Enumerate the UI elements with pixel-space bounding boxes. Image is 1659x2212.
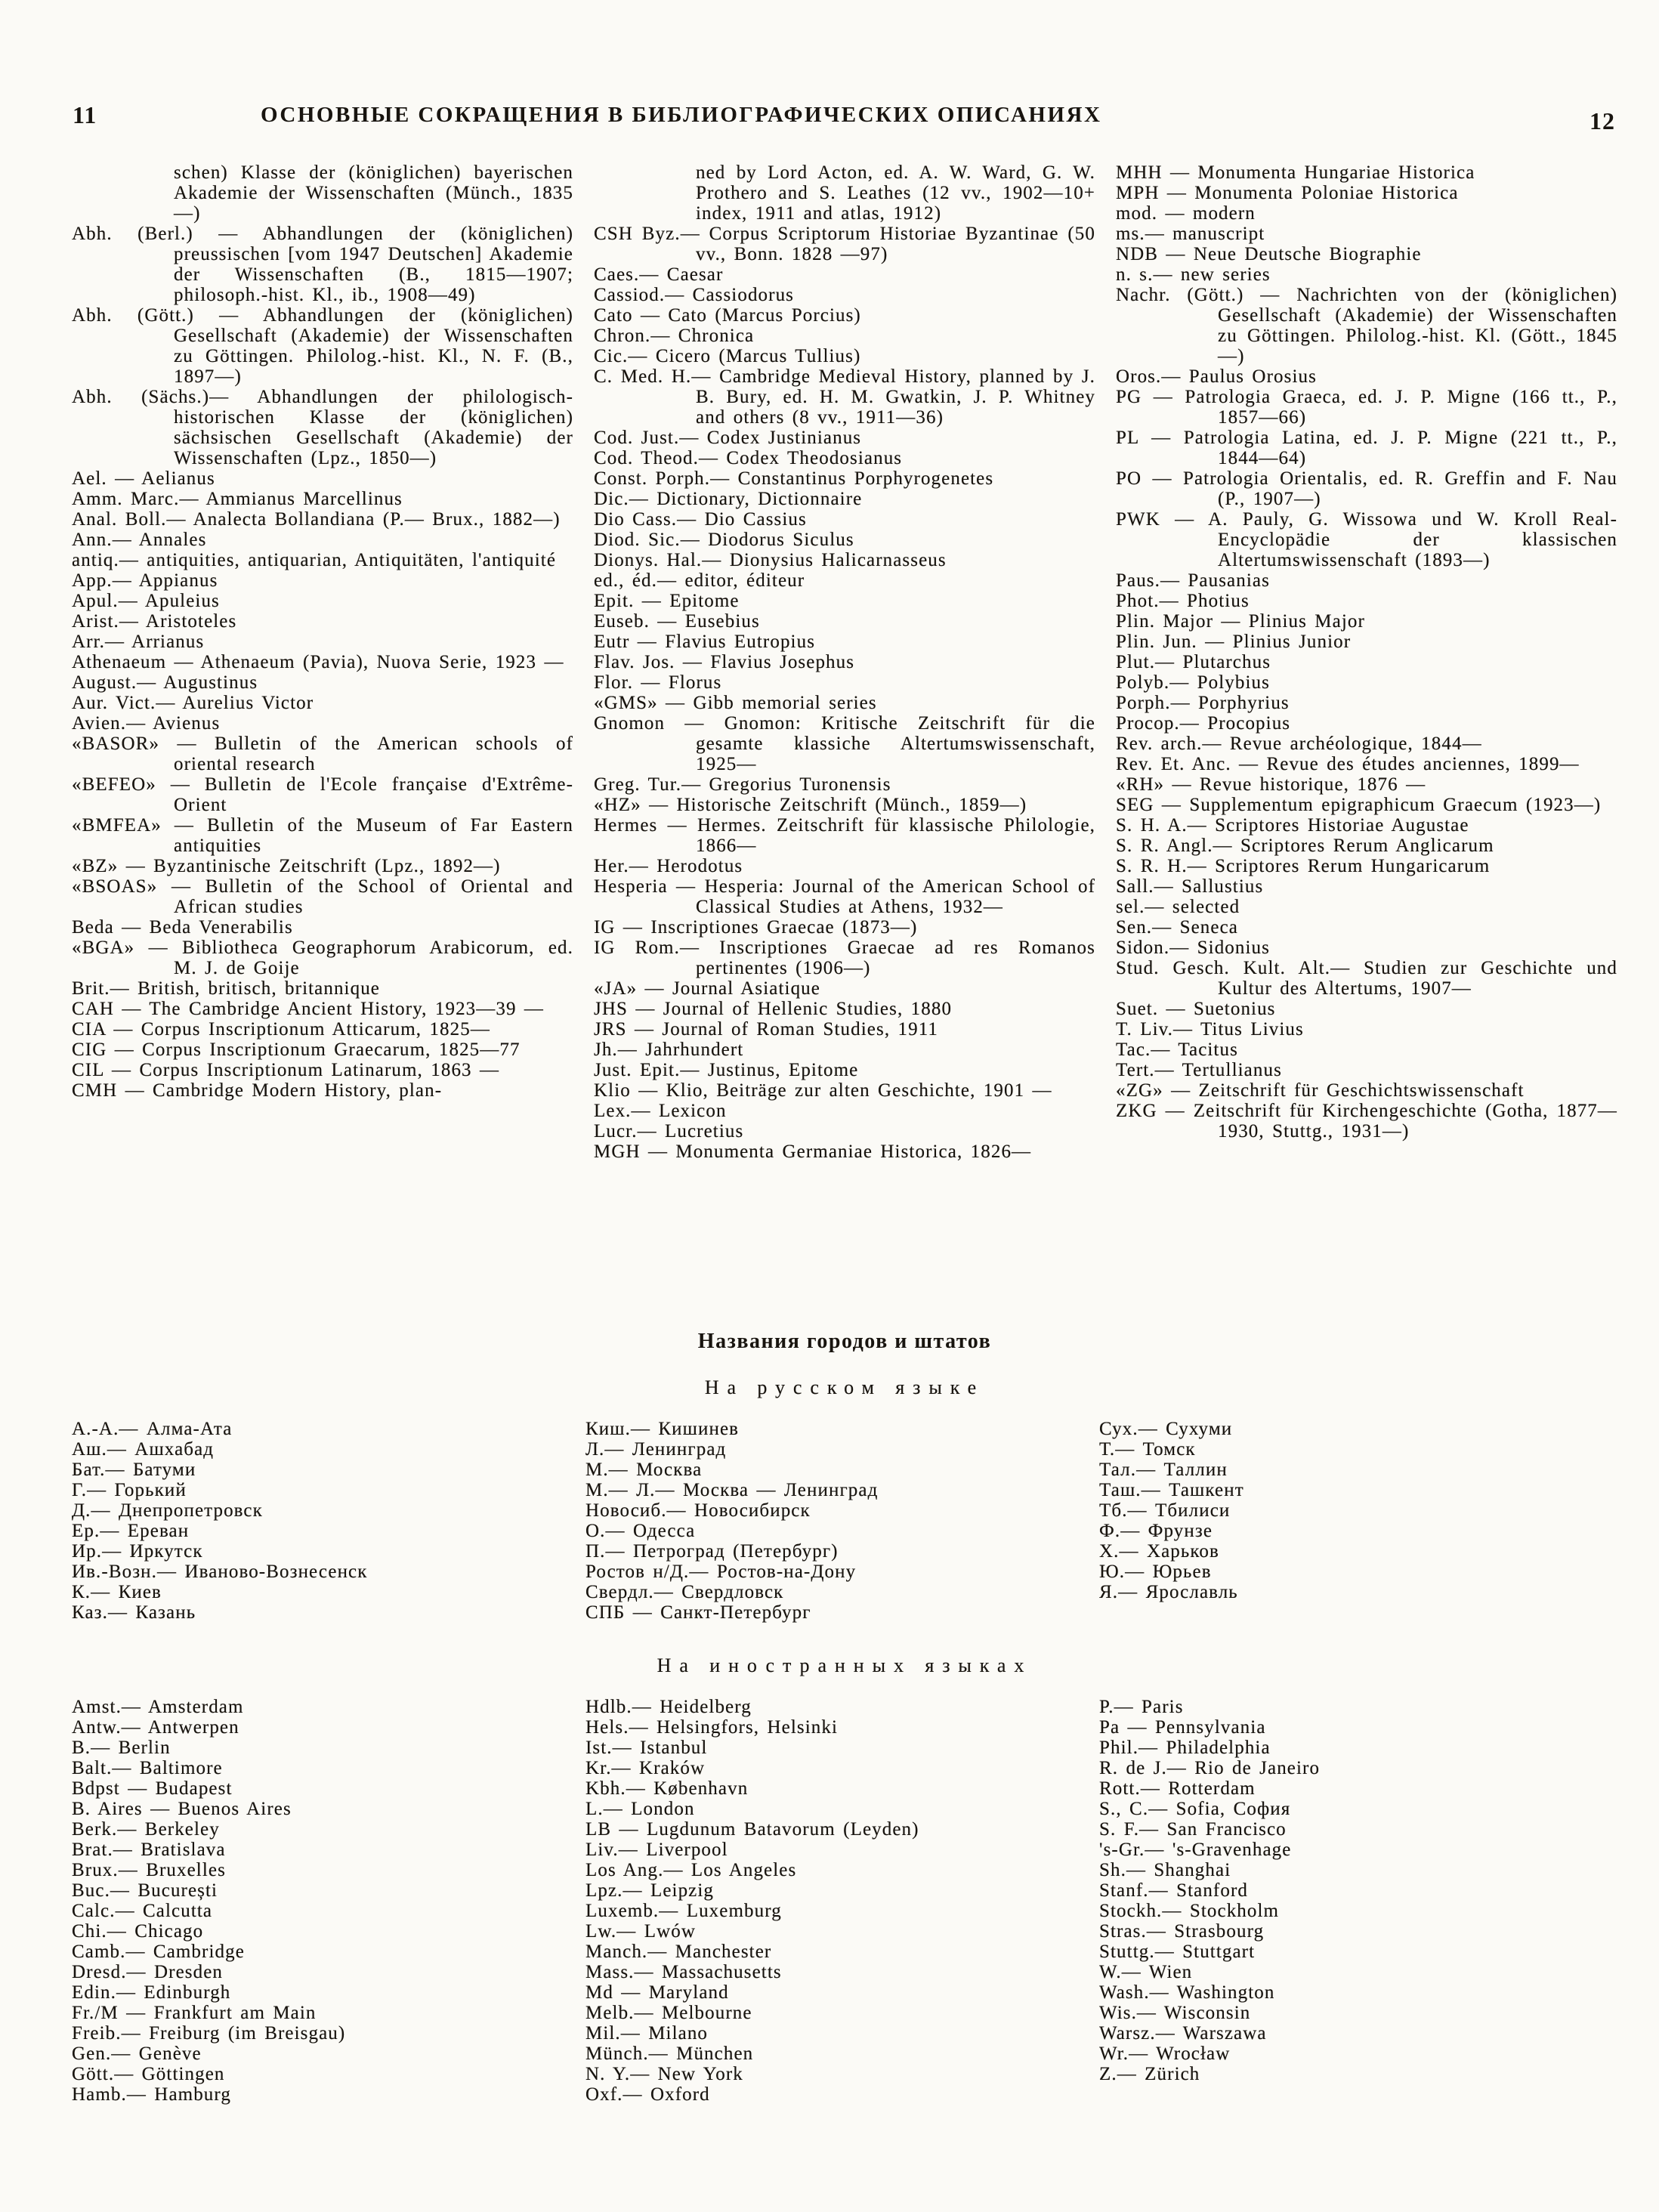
city-entry: Berk.— Berkeley <box>72 1819 220 1840</box>
city-entry: Wis.— Wisconsin <box>1099 2003 1251 2023</box>
abbreviation-entry: CMH — Cambridge Modern History, plan- <box>72 1080 443 1101</box>
abbreviation-entry: JHS — Journal of Hellenic Studies, 1880 <box>594 999 953 1019</box>
city-entry: Warsz.— Warszawa <box>1099 2023 1267 2044</box>
page-number-left: 11 <box>73 101 97 128</box>
city-entry: А.-А.— Алма-Ата <box>72 1419 233 1439</box>
abbreviation-entry: Cato — Cato (Marcus Porcius) <box>594 305 861 326</box>
abbreviation-entry: Arr.— Arrianus <box>72 632 205 652</box>
city-entry: Ер.— Ереван <box>72 1521 190 1541</box>
abbreviation-entry: Chron.— Chronica <box>594 326 755 346</box>
abbreviation-entry: Athenaeum — Athenaeum (Pavia), Nuova Serie, 1923 — <box>72 652 564 672</box>
abbreviation-entry: PG — Patrologia Graeca, ed. J. P. Migne (166 tt., P., 1857—66) <box>1116 387 1617 428</box>
abbreviation-entry: MHH — Monumenta Hungariae Historica <box>1116 162 1475 183</box>
abbreviation-entry: Stud. Gesch. Kult. Alt.— Studien zur Geschichte und Kultur des Altertums, 1907— <box>1116 958 1617 999</box>
abbreviation-entry: Euseb. — Eusebius <box>594 611 760 632</box>
abbreviation-entry: Porph.— Porphyrius <box>1116 693 1290 713</box>
abbreviation-entry: ms.— manuscript <box>1116 224 1265 244</box>
city-entry: Kr.— Kraków <box>585 1758 706 1778</box>
foreign-city-column-3 <box>1099 1697 1636 2105</box>
city-entry: Kbh.— København <box>585 1778 749 1799</box>
city-entry: Amst.— Amsterdam <box>72 1697 244 1717</box>
abbreviation-entry: Abh. (Berl.) — Abhandlungen der (königlichen) preussischen [vom 1947 Deutschen] Akademie der Wissenschaften (B., 1815—1907; philosoph.-hist. Kl., ib., 1908—49) <box>72 224 573 305</box>
abbreviation-entry: Lucr.— Lucretius <box>594 1121 744 1142</box>
city-entry: Md — Maryland <box>585 1982 729 2003</box>
abbreviation-entry: Hesperia — Hesperia: Journal of the American School of Classical Studies at Athens, 1932— <box>594 876 1095 917</box>
abbreviation-entry: Rev. Et. Anc. — Revue des études anciennes, 1899— <box>1116 754 1580 774</box>
city-entry: R. de J.— Rio de Janeiro <box>1099 1758 1321 1778</box>
city-entry: Münch.— München <box>585 2044 754 2064</box>
abbreviation-entry: JRS — Journal of Roman Studies, 1911 <box>594 1019 938 1040</box>
city-entry: Stras.— Strasbourg <box>1099 1921 1265 1942</box>
abbreviation-entry: PWK — A. Pauly, G. Wissowa und W. Kroll Real-Encyclopädie der klassischen Altertumswissenschaft (1893—) <box>1116 509 1617 570</box>
city-entry: Gen.— Genève <box>72 2044 202 2064</box>
abbreviation-entry: «HZ» — Historische Zeitschrift (Münch., 1859—) <box>594 795 1027 815</box>
abbreviation-entry: Apul.— Apuleius <box>72 591 220 611</box>
abbreviation-entry: Cassiod.— Cassiodorus <box>594 285 795 305</box>
city-entry: Buc.— București <box>72 1880 218 1901</box>
abbreviation-entry: «RH» — Revue historique, 1876 — <box>1116 774 1426 795</box>
abbreviation-entry: «BGA» — Bibliotheca Geographorum Arabicorum, ed. M. J. de Goije <box>72 938 573 978</box>
abbreviation-entry: PL — Patrologia Latina, ed. J. P. Migne (221 tt., P., 1844—64) <box>1116 428 1617 468</box>
abbreviation-entry: Rev. arch.— Revue archéologique, 1844— <box>1116 734 1482 754</box>
city-entry: Los Ang.— Los Angeles <box>585 1860 797 1880</box>
abbreviation-entry: PO — Patrologia Orientalis, ed. R. Greffin and F. Nau (P., 1907—) <box>1116 468 1617 509</box>
city-entry: Bdpst — Budapest <box>72 1778 233 1799</box>
abbreviation-entry: CIG — Corpus Inscriptionum Graecarum, 1825—77 <box>72 1040 521 1060</box>
abbreviation-entry: Klio — Klio, Beiträge zur alten Geschichte, 1901 — <box>594 1080 1052 1101</box>
city-entry: М.— Л.— Москва — Ленинград <box>585 1480 879 1500</box>
abbreviation-entry: Paus.— Pausanias <box>1116 570 1270 591</box>
foreign-city-column-1 <box>72 1697 585 2105</box>
city-entry: B.— Berlin <box>72 1738 171 1758</box>
abbreviation-entry: Anal. Boll.— Analecta Bollandiana (P.— Brux., 1882—) <box>72 509 561 530</box>
abbreviation-entry: Flav. Jos. — Flavius Josephus <box>594 652 855 672</box>
abbreviation-entry: n. s.— new series <box>1116 264 1271 285</box>
abbreviation-entry: Cod. Just.— Codex Justinianus <box>594 428 862 448</box>
abbreviation-column-1 <box>72 162 573 1162</box>
city-entry: S., C.— Sofia, София <box>1099 1799 1291 1819</box>
city-entry: Киш.— Кишинев <box>585 1419 740 1439</box>
abbreviation-entry: Plin. Jun. — Plinius Junior <box>1116 632 1352 652</box>
abbreviation-entry: Suet. — Suetonius <box>1116 999 1276 1019</box>
abbreviation-entry: «BMFEA» — Bulletin of the Museum of Far Eastern antiquities <box>72 815 573 856</box>
city-entry: Freib.— Freiburg (im Breisgau) <box>72 2023 346 2044</box>
abbreviation-entry: Flor. — Florus <box>594 672 722 693</box>
city-entry: Hamb.— Hamburg <box>72 2084 231 2105</box>
city-entry: Chi.— Chicago <box>72 1921 204 1942</box>
abbreviation-entry: Eutr — Flavius Eutropius <box>594 632 816 652</box>
city-entry: Hdlb.— Heidelberg <box>585 1697 752 1717</box>
abbreviation-entry: T. Liv.— Titus Livius <box>1116 1019 1304 1040</box>
russian-city-column-2 <box>585 1419 1099 1623</box>
abbreviation-entry: antiq.— antiquities, antiquarian, Antiquitäten, l'antiquité <box>72 550 557 570</box>
abbreviation-entry: Diod. Sic.— Diodorus Siculus <box>594 530 854 550</box>
abbreviation-entry: Epit. — Epitome <box>594 591 740 611</box>
abbreviation-entry: «GMS» — Gibb memorial series <box>594 693 877 713</box>
abbreviation-entry: sel.— selected <box>1116 897 1240 917</box>
abbreviation-entry: Avien.— Avienus <box>72 713 221 734</box>
foreign-language-heading: На иностранных языках <box>656 1654 1033 1676</box>
abbreviation-entry: Cod. Theod.— Codex Theodosianus <box>594 448 903 468</box>
abbreviation-entry: ned by Lord Acton, ed. A. W. Ward, G. W. Prothero and S. Leathes (12 vv., 1902—10+ index, 1911 and atlas, 1912) <box>696 162 1095 224</box>
abbreviation-entry: «BASOR» — Bulletin of the American schools of oriental research <box>72 734 573 774</box>
abbreviation-entry: IG — Inscriptiones Graecae (1873—) <box>594 917 918 938</box>
abbreviation-entry: ZKG — Zeitschrift für Kirchengeschichte (Gotha, 1877—1930, Stuttg., 1931—) <box>1116 1101 1617 1142</box>
city-entry: Stuttg.— Stuttgart <box>1099 1942 1256 1962</box>
abbreviation-entry: Greg. Tur.— Gregorius Turonensis <box>594 774 891 795</box>
abbreviation-entry: Sen.— Seneca <box>1116 917 1238 938</box>
abbreviation-entry: Brit.— British, britisch, britannique <box>72 978 381 999</box>
abbreviation-entry: MGH — Monumenta Germaniae Historica, 1826— <box>594 1142 1032 1162</box>
city-entry: Х.— Харьков <box>1099 1541 1219 1562</box>
abbreviation-column-2 <box>594 162 1095 1162</box>
abbreviation-entry: Sall.— Sallustius <box>1116 876 1264 897</box>
russian-city-column-3 <box>1099 1419 1636 1623</box>
city-entry: Oxf.— Oxford <box>585 2084 710 2105</box>
russian-city-column-1 <box>72 1419 585 1623</box>
city-entry: Brat.— Bratislava <box>72 1840 226 1860</box>
abbreviation-entry: August.— Augustinus <box>72 672 258 693</box>
city-entry: М.— Москва <box>585 1460 703 1480</box>
city-entry: Stockh.— Stockholm <box>1099 1901 1280 1921</box>
city-entry: Mil.— Milano <box>585 2023 709 2044</box>
abbreviation-entry: Hermes — Hermes. Zeitschrift für klassische Philologie, 1866— <box>594 815 1095 856</box>
abbreviation-entry: Amm. Marc.— Ammianus Marcellinus <box>72 489 403 509</box>
city-entry: Mass.— Massachusetts <box>585 1962 782 1982</box>
city-entry: Liv.— Liverpool <box>585 1840 728 1860</box>
city-entry: Calc.— Calcutta <box>72 1901 213 1921</box>
abbreviation-entry: S. R. H.— Scriptores Rerum Hungaricarum <box>1116 856 1491 876</box>
abbreviation-entry: Ael. — Aelianus <box>72 468 215 489</box>
city-entry: Ив.-Возн.— Иваново-Вознесенск <box>72 1562 368 1582</box>
abbreviation-entry: «BSOAS» — Bulletin of the School of Oriental and African studies <box>72 876 573 917</box>
city-entry: Я.— Ярославль <box>1099 1582 1238 1602</box>
abbreviation-entry: schen) Klasse der (königlichen) bayerischen Akademie der Wissenschaften (Münch., 1835—) <box>174 162 573 224</box>
abbreviation-entry: C. Med. H.— Cambridge Medieval History, planned by J. B. Bury, ed. H. M. Gwatkin, J. P. Whitney and others (8 vv., 1911—36) <box>594 366 1095 428</box>
abbreviation-columns <box>72 162 1617 1162</box>
abbreviation-entry: Arist.— Aristoteles <box>72 611 237 632</box>
abbreviation-entry: mod. — modern <box>1116 203 1256 224</box>
city-entry: W.— Wien <box>1099 1962 1193 1982</box>
city-entry: Camb.— Cambridge <box>72 1942 245 1962</box>
abbreviation-entry: «ZG» — Zeitschrift für Geschichtswissenschaft <box>1116 1080 1525 1101</box>
city-entry: Sh.— Shanghai <box>1099 1860 1231 1880</box>
abbreviation-entry: S. H. A.— Scriptores Historiae Augustae <box>1116 815 1469 836</box>
city-entry: Каз.— Казань <box>72 1602 196 1623</box>
abbreviation-entry: Tac.— Tacitus <box>1116 1040 1238 1060</box>
abbreviation-entry: CIA — Corpus Inscriptionum Atticarum, 1825— <box>72 1019 490 1040</box>
city-entry: Dresd.— Dresden <box>72 1962 224 1982</box>
foreign-city-columns <box>72 1697 1636 2105</box>
city-entry: Свердл.— Свердловск <box>585 1582 784 1602</box>
city-entry: Balt.— Baltimore <box>72 1758 223 1778</box>
city-entry: Melb.— Melbourne <box>585 2003 752 2023</box>
abbreviation-entry: Polyb.— Polybius <box>1116 672 1270 693</box>
city-entry: Г.— Горький <box>72 1480 187 1500</box>
abbreviation-entry: ed., éd.— editor, éditeur <box>594 570 805 591</box>
city-entry: СПБ — Санкт-Петербург <box>585 1602 811 1623</box>
abbreviation-entry: Lex.— Lexicon <box>594 1101 727 1121</box>
abbreviation-entry: CIL — Corpus Inscriptionum Latinarum, 1863 — <box>72 1060 500 1080</box>
abbreviation-entry: SEG — Supplementum epigraphicum Graecum (1923—) <box>1116 795 1602 815</box>
abbreviation-entry: Gnomon — Gnomon: Kritische Zeitschrift für die gesamte klassiche Altertumswissenschaft, 1925— <box>594 713 1095 774</box>
abbreviation-entry: Jh.— Jahrhundert <box>594 1040 744 1060</box>
abbreviation-entry: Dic.— Dictionary, Dictionnaire <box>594 489 863 509</box>
abbreviation-entry: Cic.— Cicero (Marcus Tullius) <box>594 346 861 366</box>
abbreviation-entry: Nachr. (Gött.) — Nachrichten von der (königlichen) Gesellschaft (Akademie) der Wissenschaften zu Göttingen. Philolog.-hist. Kl. (Gött., 1845—) <box>1116 285 1617 366</box>
city-entry: Новосиб.— Новосибирск <box>585 1500 811 1521</box>
abbreviation-entry: «JA» — Journal Asiatique <box>594 978 820 999</box>
abbreviation-entry: S. R. Angl.— Scriptores Rerum Anglicarum <box>1116 836 1494 856</box>
city-entry: Wr.— Wrocław <box>1099 2044 1231 2064</box>
city-entry: LB — Lugdunum Batavorum (Leyden) <box>585 1819 919 1840</box>
city-entry: Ростов н/Д.— Ростов-на-Дону <box>585 1562 857 1582</box>
abbreviation-entry: Phot.— Photius <box>1116 591 1250 611</box>
city-entry: Manch.— Manchester <box>585 1942 772 1962</box>
city-entry: Бат.— Батуми <box>72 1460 196 1480</box>
abbreviation-entry: IG Rom.— Inscriptiones Graecae ad res Romanos pertinentes (1906—) <box>594 938 1095 978</box>
city-entry: L.— London <box>585 1799 695 1819</box>
city-entry: К.— Киев <box>72 1582 162 1602</box>
city-entry: О.— Одесса <box>585 1521 696 1541</box>
page-title: ОСНОВНЫЕ СОКРАЩЕНИЯ В БИБЛИОГРАФИЧЕСКИХ ОПИСАНИЯХ <box>261 103 1102 127</box>
city-entry: Ф.— Фрунзе <box>1099 1521 1213 1541</box>
city-entry: N. Y.— New York <box>585 2064 743 2084</box>
abbreviation-entry: Beda — Beda Venerabilis <box>72 917 293 938</box>
abbreviation-entry: Dio Cass.— Dio Cassius <box>594 509 807 530</box>
city-entry: Т.— Томск <box>1099 1439 1196 1460</box>
russian-city-columns <box>72 1419 1636 1623</box>
city-entry: Lpz.— Leipzig <box>585 1880 715 1901</box>
city-entry: Edin.— Edinburgh <box>72 1982 231 2003</box>
city-entry: Gött.— Göttingen <box>72 2064 225 2084</box>
city-entry: Fr./M — Frankfurt am Main <box>72 2003 317 2023</box>
city-entry: 's-Gr.— 's-Gravenhage <box>1099 1840 1292 1860</box>
city-entry: Brux.— Bruxelles <box>72 1860 226 1880</box>
city-entry: Ю.— Юрьев <box>1099 1562 1212 1582</box>
abbreviation-entry: Sidon.— Sidonius <box>1116 938 1270 958</box>
city-entry: Д.— Днепропетровск <box>72 1500 263 1521</box>
abbreviation-entry: Const. Porph.— Constantinus Porphyrogenetes <box>594 468 994 489</box>
abbreviation-entry: Ann.— Annales <box>72 530 207 550</box>
abbreviation-entry: Aur. Vict.— Aurelius Victor <box>72 693 314 713</box>
abbreviation-entry: Plut.— Plutarchus <box>1116 652 1271 672</box>
abbreviation-entry: Tert.— Tertullianus <box>1116 1060 1282 1080</box>
abbreviation-entry: CSH Byz.— Corpus Scriptorum Historiae Byzantinae (50 vv., Bonn. 1828 —97) <box>594 224 1095 264</box>
city-entry: П.— Петроград (Петербург) <box>585 1541 839 1562</box>
abbreviation-entry: Abh. (Sächs.)— Abhandlungen der philologisch-historischen Klasse der (königlichen) sächsischen Gesellschaft (Akademie) der Wissenschaften (Lpz., 1850—) <box>72 387 573 468</box>
city-entry: Wash.— Washington <box>1099 1982 1275 2003</box>
cities-section-title: Названия городов и штатов <box>697 1330 992 1353</box>
city-entry: B. Aires — Buenos Aires <box>72 1799 292 1819</box>
city-entry: Hels.— Helsingfors, Helsinki <box>585 1717 838 1738</box>
city-entry: Luxemb.— Luxemburg <box>585 1901 782 1921</box>
city-entry: Тал.— Таллин <box>1099 1460 1228 1480</box>
abbreviation-entry: Plin. Major — Plinius Major <box>1116 611 1365 632</box>
abbreviation-entry: MPH — Monumenta Poloniae Historica <box>1116 183 1459 203</box>
city-entry: Antw.— Antwerpen <box>72 1717 239 1738</box>
city-entry: Аш.— Ашхабад <box>72 1439 215 1460</box>
city-entry: Ist.— Istanbul <box>585 1738 708 1758</box>
abbreviation-entry: Oros.— Paulus Orosius <box>1116 366 1317 387</box>
abbreviation-entry: Caes.— Caesar <box>594 264 724 285</box>
city-entry: S. F.— San Francisco <box>1099 1819 1287 1840</box>
abbreviation-entry: «BEFEO» — Bulletin de l'Ecole française d'Extrême-Orient <box>72 774 573 815</box>
foreign-city-column-2 <box>585 1697 1099 2105</box>
city-entry: Pa — Pennsylvania <box>1099 1717 1266 1738</box>
abbreviation-entry: App.— Appianus <box>72 570 218 591</box>
city-entry: Stanf.— Stanford <box>1099 1880 1248 1901</box>
city-entry: Таш.— Ташкент <box>1099 1480 1244 1500</box>
page-header <box>0 98 1659 144</box>
abbreviation-entry: Abh. (Gött.) — Abhandlungen der (königlichen) Gesellschaft (Akademie) der Wissenschaften zu Göttingen. Philolog.-hist. Kl., N. F. (B., 1897—) <box>72 305 573 387</box>
city-entry: Сух.— Сухуми <box>1099 1419 1233 1439</box>
abbreviation-entry: «BZ» — Byzantinische Zeitschrift (Lpz., 1892—) <box>72 856 501 876</box>
city-entry: Z.— Zürich <box>1099 2064 1200 2084</box>
city-entry: Л.— Ленинград <box>585 1439 727 1460</box>
abbreviation-entry: Dionys. Hal.— Dionysius Halicarnasseus <box>594 550 947 570</box>
abbreviation-entry: NDB — Neue Deutsche Biographie <box>1116 244 1422 264</box>
city-entry: Ир.— Иркутск <box>72 1541 203 1562</box>
city-entry: Lw.— Lwów <box>585 1921 696 1942</box>
abbreviation-entry: Just. Epit.— Justinus, Epitome <box>594 1060 859 1080</box>
city-entry: Phil.— Philadelphia <box>1099 1738 1271 1758</box>
abbreviation-column-3 <box>1116 162 1617 1162</box>
city-entry: Тб.— Тбилиси <box>1099 1500 1231 1521</box>
abbreviation-entry: Procop.— Procopius <box>1116 713 1291 734</box>
abbreviation-entry: CAH — The Cambridge Ancient History, 1923—39 — <box>72 999 545 1019</box>
page-number-right: 12 <box>1589 107 1615 134</box>
russian-language-heading: На русском языке <box>704 1376 985 1398</box>
city-entry: Rott.— Rotterdam <box>1099 1778 1256 1799</box>
abbreviation-entry: Her.— Herodotus <box>594 856 743 876</box>
city-entry: P.— Paris <box>1099 1697 1184 1717</box>
